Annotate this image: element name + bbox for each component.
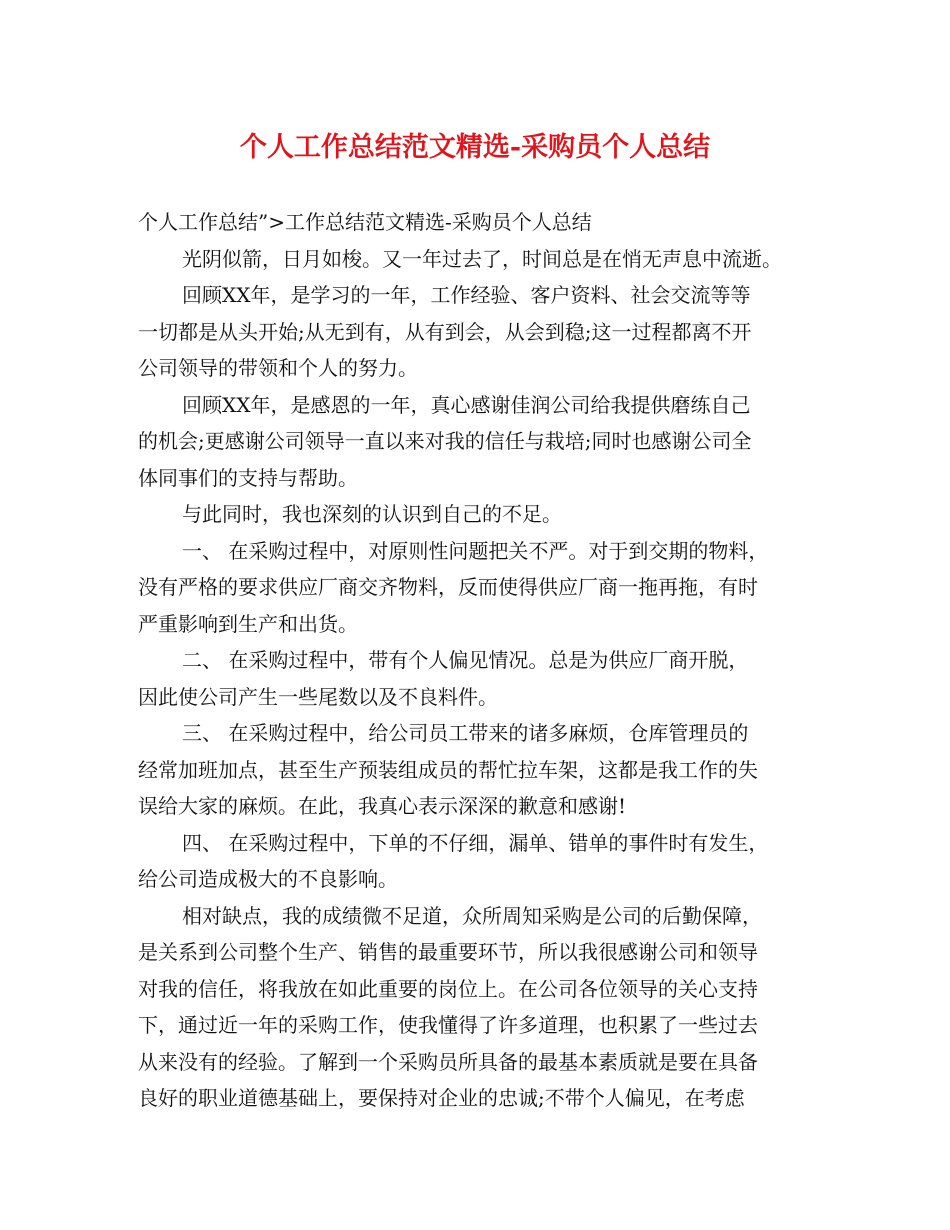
- body-line: 误给大家的麻烦。在此，我真心表示深深的歉意和感谢!: [138, 794, 627, 818]
- body-line: 四、 在采购过程中，下单的不仔细，漏单、错单的事件时有发生，: [182, 830, 769, 855]
- body-line: 体同事们的支持与帮助。: [138, 465, 358, 490]
- document-title: 个人工作总结范文精选-采购员个人总结: [239, 132, 711, 163]
- body-line: 回顾XX年，是学习的一年，工作经验、客户资料、社会交流等等: [182, 283, 751, 307]
- body-line: 二、 在采购过程中，带有个人偏见情况。总是为供应厂商开脱，: [182, 648, 749, 672]
- body-line: 一切都是从头开始;从无到有，从有到会，从会到稳;这一过程都离不开: [138, 319, 752, 344]
- body-line: 光阴似箭，日月如梭。又一年过去了，时间总是在悄无声息中流逝。: [182, 246, 782, 271]
- body-line: 三、 在采购过程中，给公司员工带来的诸多麻烦，仓库管理员的: [182, 721, 749, 745]
- body-line: 公司领导的带领和个人的努力。: [138, 356, 418, 380]
- document-body: [138, 204, 828, 1117]
- body-line: 良好的职业道德基础上，要保持对企业的忠诚;不带个人偏见，在考虑: [138, 1086, 745, 1110]
- body-line: 是关系到公司整个生产、销售的最重要环节，所以我很感谢公司和领导: [138, 940, 758, 964]
- body-line: 给公司造成极大的不良影响。: [138, 867, 398, 891]
- body-line: 因此使公司产生一些尾数以及不良料件。: [138, 684, 498, 709]
- body-line: 一、 在采购过程中，对原则性问题把关不严。对于到交期的物料，: [182, 538, 769, 563]
- body-line: 经常加班加点，甚至生产预装组成员的帮忙拉车架，这都是我工作的失: [138, 757, 758, 782]
- body-line: 个人工作总结”>工作总结范文精选-采购员个人总结: [138, 210, 592, 234]
- body-line: 与此同时，我也深刻的认识到自己的不足。: [182, 502, 562, 526]
- body-line: 没有严格的要求供应厂商交齐物料，反而使得供应厂商一拖再拖，有时: [138, 575, 758, 599]
- body-line: 的机会;更感谢公司领导一直以来对我的信任与栽培;同时也感谢公司全: [138, 429, 752, 453]
- body-line: 相对缺点，我的成绩微不足道，众所周知采购是公司的后勤保障，: [182, 903, 762, 928]
- body-line: 严重影响到生产和出货。: [138, 611, 358, 636]
- body-line: 下，通过近一年的采购工作，使我懂得了许多道理，也积累了一些过去: [138, 1013, 758, 1037]
- body-line: 回顾XX年，是感恩的一年，真心感谢佳润公司给我提供磨练自己: [182, 392, 751, 417]
- body-line: 从来没有的经验。了解到一个采购员所具备的最基本素质就是要在具备: [138, 1049, 758, 1074]
- body-line: 对我的信任，将我放在如此重要的岗位上。在公司各位领导的关心支持: [138, 976, 758, 1001]
